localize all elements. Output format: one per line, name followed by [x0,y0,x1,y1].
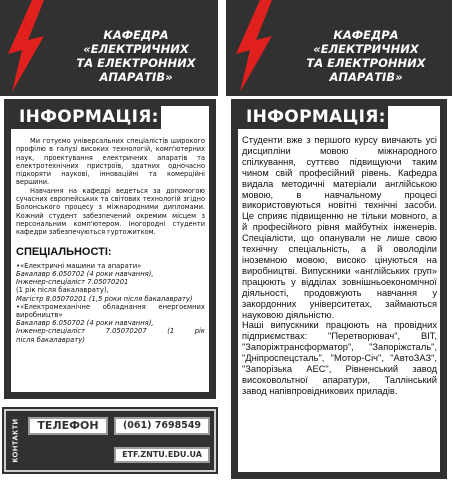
title-line-1: КАФЕДРА [333,28,399,42]
phone-label: ТЕЛЕФОН [28,417,108,435]
info-paragraph: Студенти вже з першого курсу вивчають усі дисципліни мовою міжнародного спілкування, суттєво підвищуючи таким чином свій професійний рівень. Кафедра видала методичні матеріали англійською мовою, в навчальному процесі використовуються новітні технічні засоби. Це сприяє підвищенню не тільки мовного, а й професійного рівня майбутніх інженерів. Спеціалісти, що опанували не лише свою технічну спеціальність, а й оволоділи іноземною мовою, високо цінуються на виробництві. Випускники «англійських груп» працюють у відділах зовнішньоекономічної діяльності, продовжують навчання у закордонних університетах, займаються науковою діяльністю. [242,135,437,320]
department-title [286,28,446,84]
contacts-panel [4,409,216,472]
info-card-right [231,99,447,479]
title-line-3: ТА ЕЛЕКТРОННИХ АПАРАТІВ» [76,56,196,84]
title-line-3: ТА ЕЛЕКТРОННИХ АПАРАТІВ» [306,56,426,84]
specialty-line: Бакалавр 6.050702 (4 роки навчання), [16,319,154,328]
specialty-line: Інженер-спеціаліст 7.05070201 [16,278,129,287]
specialty-line: (1 рік після бакалаврату), [16,286,109,295]
specialty-line: Магістр 8.05070201 (1,5 роки після бакалаврату) [16,294,193,303]
department-title [58,28,214,84]
header-banner-left [0,0,218,96]
info-paragraph: Ми готуємо універсальних спеціалістів широкого профілю в галузі високих технологій, комп'ютерних наук, проектування електричних апаратів та електротехнічних пристроїв, здатних одночасно підкоряти наукові, інноваційні та комерційні вершини. [16,137,205,187]
title-line-2: «ЕЛЕКТРИЧНИХ [83,42,189,56]
card-heading: ІНФОРМАЦІЯ: [11,106,161,129]
specialties-heading: СПЕЦІАЛЬНОСТІ: [16,245,112,258]
specialty-line: Бакалавр 6.050702 (4 роки навчання), [16,270,154,279]
lightning-bolt-icon [4,0,50,92]
title-line-1: КАФЕДРА [103,28,169,42]
info-paragraph: Навчання на кафедрі ведеться за допомогою сучасних європейських та світових технологій згідно Болонського процесу з міжнародними дипломами. Кожний студент забезпечений окремим місцем з персональним комп'ютером. Іногородні студенти кафедри забезпечуються гуртожитком. [16,186,205,237]
contacts-label [8,411,22,470]
specialty-line: •«Електричні машини та апарати» [16,261,142,270]
website-link[interactable]: ETF.ZNTU.EDU.UA [114,447,210,463]
specialty-line: •«Електромеханічне обладнання енергоємних виробництв» [16,302,208,320]
info-card-left [4,99,216,399]
card-body [11,129,218,344]
specialties-list [16,261,218,344]
card-body [238,129,440,397]
specialty-line: Інженер-спеціаліст 7.05070207 (1 рік після бакалаврату) [16,327,218,344]
card-heading: ІНФОРМАЦІЯ: [238,106,388,129]
phone-number[interactable]: (061) 7698549 [114,417,210,435]
contacts-label-text: КОНТАКТИ [10,418,20,463]
header-banner-right [226,0,452,96]
info-paragraph: Наші випускники працюють на провідних підприємствах: "Перетворювач", ВІТ, "Запоріжтрансформатор", "Запоріжсталь", "Дніпроспецсталь", "Мотор-Січ", "АвтоЗАЗ", "Запорізька АЕС", Рівненський завод високовольтної апаратури, Таллінський завод напівпровідникових приладів. [242,320,437,396]
title-line-2: «ЕЛЕКТРИЧНИХ [313,42,419,56]
lightning-bolt-icon [232,0,278,92]
